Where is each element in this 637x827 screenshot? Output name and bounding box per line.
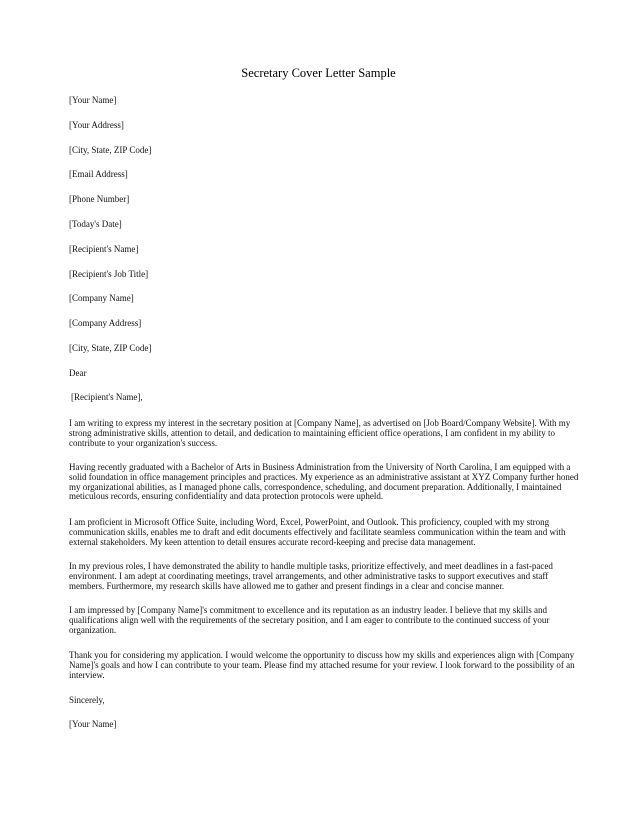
- sender-city-state-zip: [City, State, ZIP Code]: [69, 145, 152, 155]
- recipient-company-address: [Company Address]: [69, 318, 142, 328]
- sender-name: [Your Name]: [69, 95, 117, 105]
- sender-phone: [Phone Number]: [69, 194, 130, 204]
- sender-address: [Your Address]: [69, 120, 124, 130]
- recipient-city-state-zip: [City, State, ZIP Code]: [69, 343, 152, 353]
- recipient-name: [Recipient's Name]: [69, 244, 139, 254]
- body-paragraph-6: Thank you for considering my application. I would welcome the opportunity to discuss how my skills and experiences align with [Company Name]'s goals and how I can contribute to your team. Please find my attached resume for your review. I look forward to the possibility of an interview.: [69, 650, 575, 680]
- signature: [Your Name]: [69, 719, 117, 729]
- sender-email: [Email Address]: [69, 169, 128, 179]
- body-paragraph-2: Having recently graduated with a Bachelor of Arts in Business Administration from the University of North Carolina, I am equipped with a solid foundation in office management principles and practices. My experience as an administrative assistant at XYZ Company further honed my organizational abilities, as I managed phone calls, correspondence, scheduling, and document preparation. Additionally, I maintained meticulous records, ensuring confidentiality and data protection protocols were upheld.: [69, 462, 579, 502]
- letter-date: [Today's Date]: [69, 219, 122, 229]
- salutation-name: [Recipient's Name],: [71, 392, 143, 402]
- recipient-job-title: [Recipient's Job Title]: [69, 269, 149, 279]
- body-paragraph-5: I am impressed by [Company Name]'s commitment to excellence and its reputation as an industry leader. I believe that my skills and qualifications align well with the requirements of the secretary position, and I am eager to contribute to the continued success of your organization.: [69, 605, 550, 635]
- document-title: Secretary Cover Letter Sample: [241, 66, 396, 80]
- body-paragraph-1: I am writing to express my interest in the secretary position at [Company Name], as advertised on [Job Board/Company Website]. With my strong administrative skills, attention to detail, and dedication to maintaining efficient office operations, I am confident in my ability to contribute to your organization's success.: [69, 418, 571, 448]
- recipient-company-name: [Company Name]: [69, 293, 134, 303]
- body-paragraph-3: I am proficient in Microsoft Office Suite, including Word, Excel, PowerPoint, and Outlook. This proficiency, coupled with my strong communication skills, enables me to draft and edit documents effectively and facilitate seamless communication within the team and with external stakeholders. My keen attention to detail ensures accurate record-keeping and precise data management.: [69, 517, 566, 547]
- salutation: Dear: [69, 368, 87, 378]
- body-paragraph-4: In my previous roles, I have demonstrated the ability to handle multiple tasks, prioritize effectively, and meet deadlines in a fast-paced environment. I am adept at coordinating meetings, travel arrangements, and other administrative tasks to support executives and staff members. Furthermore, my research skills have allowed me to gather and present findings in a clear and concise manner.: [69, 561, 553, 591]
- closing: Sincerely,: [69, 695, 105, 705]
